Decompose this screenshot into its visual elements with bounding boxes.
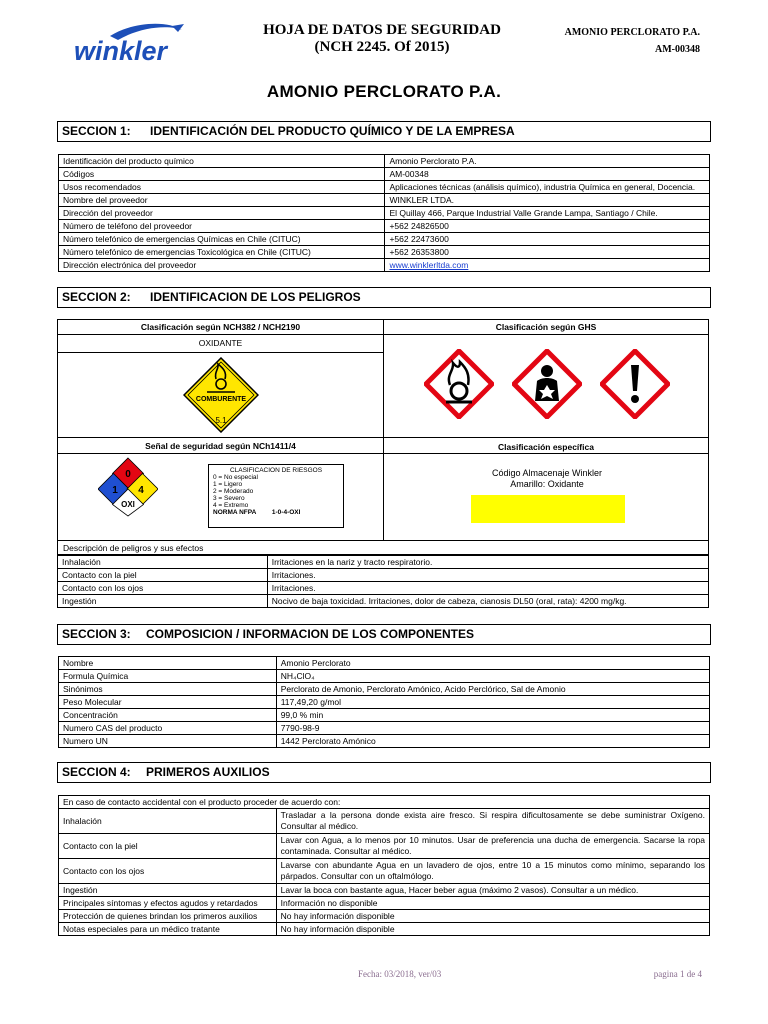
table-row [58, 556, 709, 569]
nfpa-reactivity-value: 4 [138, 485, 144, 496]
signal-caption: Señal de seguridad según NCh1411/4 [145, 441, 296, 451]
section2-header [57, 287, 711, 308]
table-row [59, 168, 710, 181]
row-value: El Quillay 466, Parque Industrial Valle Grande Lampa, Santiago / Chile. [385, 207, 710, 220]
row-value: +562 24826500 [385, 220, 710, 233]
header-title-line2: (NCH 2245. Of 2015) [314, 39, 450, 55]
row-label: Concentración [59, 709, 277, 722]
nch-class: OXIDANTE [198, 338, 243, 348]
table-row [59, 181, 710, 194]
row-value: 99,0 % min [276, 709, 709, 722]
effects-title: Descripción de peligros y sus efectos [63, 543, 204, 553]
row-value: No hay información disponible [276, 910, 709, 923]
section3-header [57, 624, 711, 645]
hazard-classification-block [57, 319, 709, 609]
row-value: +562 22473600 [385, 233, 710, 246]
row-value: Información no disponible [276, 897, 709, 910]
nch-caption: Clasificación según NCH382 / NCH2190 [140, 322, 301, 332]
row-label: Número telefónico de emergencias Toxicológica en Chile (CITUC) [59, 246, 385, 259]
row-value: Trasladar a la persona donde exista aire fresco. Si respira dificultosamente se debe suministrar Oxígeno. Consultar al médico. [276, 809, 709, 834]
row-label: Inhalación [59, 809, 277, 834]
footer-page: pagina 1 de 4 [653, 969, 702, 979]
nfpa-special-value: OXI [121, 500, 135, 509]
row-label: Ingestión [58, 595, 268, 608]
table-row [59, 259, 710, 272]
row-value: NH₄ClO₄ [276, 670, 709, 683]
table-row [59, 809, 710, 834]
oxidizer-diamond-icon [183, 357, 259, 433]
row-label: Dirección electrónica del proveedor [59, 259, 385, 272]
table-row [59, 246, 710, 259]
section2-title: IDENTIFICACION DE LOS PELIGROS [150, 290, 361, 304]
document-title: AMONIO PERCLORATO P.A. [266, 82, 502, 101]
table-row [59, 735, 710, 748]
section1-number: SECCION 1: [62, 124, 131, 138]
row-value: Amonio Perclorato P.A. [385, 155, 710, 168]
health-hazard-icon [512, 349, 582, 419]
ghs-pictograms-cell [383, 334, 709, 438]
row-label: Protección de quienes brindan los primeros auxilios [59, 910, 277, 923]
row-value: 7790-98-9 [276, 722, 709, 735]
diamond-label: COMBURENTE [195, 396, 247, 403]
table-row [59, 796, 710, 809]
row-value: Perclorato de Amonio, Perclorato Amónico, Acido Perclórico, Sal de Amonio [276, 683, 709, 696]
footer-date: Fecha: 03/2018, ver/03 [358, 969, 442, 979]
effects-table [57, 555, 709, 608]
table-row [59, 722, 710, 735]
row-label: Nombre del proveedor [59, 194, 385, 207]
row-value: 1442 Perclorato Amónico [276, 735, 709, 748]
storage-color-swatch [471, 495, 625, 523]
risk-classification-legend [208, 464, 344, 528]
row-value: Lavar con Agua, a lo menos por 10 minutos. Usar de preferencia una ducha de emergencia. Sacarse la ropa contaminada. Consultar al médico. [276, 834, 709, 859]
table-row [59, 859, 710, 884]
table-row [59, 709, 710, 722]
section4-number: SECCION 4: [62, 765, 131, 779]
sheet-header-title [232, 22, 532, 56]
header-code: AM-00348 [655, 44, 700, 55]
ghs-caption: Clasificación según GHS [495, 322, 597, 332]
supplier-website-link[interactable]: www.winklerltda.com [389, 259, 469, 270]
row-value: WINKLER LTDA. [385, 194, 710, 207]
table-row [59, 194, 710, 207]
diamond-number: 5.1 [215, 416, 227, 425]
table-row [58, 595, 709, 608]
section1-table [58, 154, 710, 272]
table-row [59, 884, 710, 897]
table-row [59, 910, 710, 923]
section2-number: SECCION 2: [62, 290, 131, 304]
section4-header [57, 762, 711, 783]
table-row [58, 569, 709, 582]
row-value: Nocivo de baja toxicidad. Irritaciones, dolor de cabeza, cianosis DL50 (oral, rata): 4200 mg/kg. [267, 595, 708, 608]
table-row [59, 220, 710, 233]
row-label: Inhalación [58, 556, 268, 569]
row-value: Lavarse con abundante Agua en un lavadero de ojos, entre 10 a 15 minutos como mínimo, separando los párpados. Consultar con un oftalmólogo. [276, 859, 709, 884]
row-value: Irritaciones. [267, 582, 708, 595]
row-label: Sinónimos [59, 683, 277, 696]
nfpa-health-value: 1 [112, 485, 118, 496]
row-label: Peso Molecular [59, 696, 277, 709]
flame-over-circle-icon [424, 349, 494, 419]
row-label: Formula Química [59, 670, 277, 683]
row-value: Irritaciones. [267, 569, 708, 582]
header-product: AMONIO PERCLORATO P.A. [564, 27, 700, 38]
row-value: No hay información disponible [276, 923, 709, 936]
winkler-logo [72, 22, 192, 72]
risk-level: 4 = Extremo [213, 502, 249, 509]
table-row [59, 207, 710, 220]
row-label: Contacto con la piel [58, 569, 268, 582]
section4-title: PRIMEROS AUXILIOS [146, 765, 270, 779]
table-row [59, 696, 710, 709]
table-row [59, 923, 710, 936]
row-label: Número telefónico de emergencias Químicas en Chile (CITUC) [59, 233, 385, 246]
risk-level: 3 = Severo [213, 495, 245, 502]
first-aid-intro: En caso de contacto accidental con el producto proceder de acuerdo con: [59, 796, 710, 809]
risk-level: 0 = No especial [213, 474, 258, 481]
risk-level: 1 = Ligero [213, 481, 243, 488]
row-label: Contacto con los ojos [58, 582, 268, 595]
row-label: Dirección del proveedor [59, 207, 385, 220]
section1-title: IDENTIFICACIÓN DEL PRODUCTO QUÍMICO Y DE LA EMPRESA [150, 124, 515, 138]
table-row [59, 155, 710, 168]
row-value: Lavar la boca con bastante agua, Hacer beber agua (máximo 2 vasos). Consultar a un médico. [276, 884, 709, 897]
nch-pictogram-cell [57, 352, 384, 438]
table-row [59, 834, 710, 859]
section3-number: SECCION 3: [62, 627, 131, 641]
nfpa-diamond-icon [98, 457, 158, 517]
nfpa-cell [57, 453, 384, 541]
row-value: +562 26353800 [385, 246, 710, 259]
norma-label: NORMA NFPA [213, 509, 257, 516]
table-row [58, 582, 709, 595]
row-value: Aplicaciones técnicas (análisis químico), industria Química en general, Docencia. [385, 181, 710, 194]
storage-color-label: Amarillo: Oxidante [510, 479, 584, 489]
section3-table [58, 656, 710, 748]
row-value: Irritaciones en la nariz y tracto respiratorio. [267, 556, 708, 569]
table-row [59, 657, 710, 670]
row-label: Identificación del producto químico [59, 155, 385, 168]
row-label: Notas especiales para un médico tratante [59, 923, 277, 936]
header-title-line1: HOJA DE DATOS DE SEGURIDAD [263, 22, 501, 38]
section3-title: COMPOSICION / INFORMACION DE LOS COMPONENTES [146, 627, 475, 641]
row-label: Nombre [59, 657, 277, 670]
table-row [59, 683, 710, 696]
section4-table [58, 795, 710, 936]
row-label: Número de teléfono del proveedor [59, 220, 385, 233]
row-label: Numero CAS del producto [59, 722, 277, 735]
norma-value: 1-0-4-OXI [271, 509, 301, 516]
table-row [59, 670, 710, 683]
risk-legend-title: CLASIFICACION DE RIESGOS [229, 467, 323, 474]
row-label: Usos recomendados [59, 181, 385, 194]
row-label: Ingestión [59, 884, 277, 897]
storage-code-label: Código Almacenaje Winkler [491, 468, 603, 478]
exclamation-mark-icon [600, 349, 670, 419]
row-label: Códigos [59, 168, 385, 181]
row-label: Contacto con los ojos [59, 859, 277, 884]
row-label: Numero UN [59, 735, 277, 748]
row-label: Contacto con la piel [59, 834, 277, 859]
table-row [59, 897, 710, 910]
section1-header [57, 121, 711, 142]
row-value: Amonio Perclorato [276, 657, 709, 670]
row-value: AM-00348 [385, 168, 710, 181]
table-row [59, 233, 710, 246]
specific-caption: Clasificación específica [498, 442, 594, 452]
nfpa-fire-value: 0 [125, 469, 131, 480]
risk-level: 2 = Moderado [213, 488, 254, 495]
row-label: Principales síntomas y efectos agudos y retardados [59, 897, 277, 910]
row-value: 117,49,20 g/mol [276, 696, 709, 709]
logo-text: winkler [74, 36, 168, 66]
